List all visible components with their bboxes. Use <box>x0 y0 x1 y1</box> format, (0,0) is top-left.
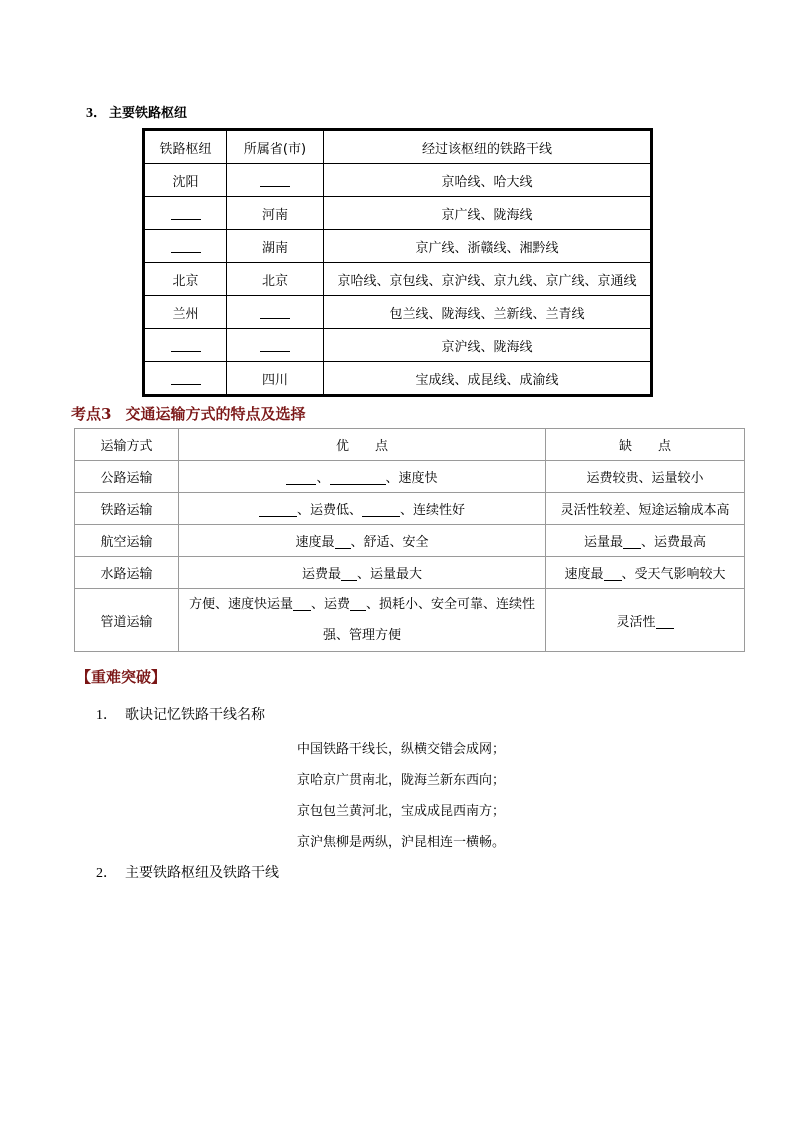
fill-blank <box>335 536 351 549</box>
fill-blank <box>260 174 290 187</box>
adv-text: 、损耗小、安全可靠、连续性强、管理方便 <box>322 597 536 643</box>
poem-line: 京包包兰黄河北，宝成成昆西南方； <box>297 804 506 819</box>
hub-cell: 兰州 <box>144 296 227 329</box>
header-advantages: 优 点 <box>179 429 546 461</box>
lines-cell: 京哈线、哈大线 <box>324 164 652 197</box>
province-cell: 四川 <box>227 362 324 396</box>
hub-cell: 北京 <box>144 263 227 296</box>
disadvantages-cell: 运费较贵、运量较小 <box>546 461 745 493</box>
table-row <box>75 493 745 525</box>
table-row <box>144 230 652 263</box>
province-cell <box>227 296 324 329</box>
fill-blank <box>656 616 674 629</box>
fill-blank <box>286 472 316 485</box>
point-2-heading <box>96 862 279 882</box>
table-row <box>144 296 652 329</box>
adv-text: 、速度快 <box>385 471 438 486</box>
dis-text: 灵活性 <box>616 614 656 630</box>
section-3-heading <box>86 102 187 122</box>
fill-blank <box>341 568 357 581</box>
fill-blank <box>260 339 290 352</box>
fill-blank <box>260 306 290 319</box>
province-cell: 北京 <box>227 263 324 296</box>
section-number: 3． <box>86 106 107 121</box>
section-title: 主要铁路枢纽 <box>109 106 188 121</box>
header-province: 所属省(市) <box>227 130 324 164</box>
advantages-cell <box>179 525 546 557</box>
point-number: 2． <box>96 866 117 881</box>
mode-cell: 管道运输 <box>75 589 179 652</box>
hub-cell <box>144 197 227 230</box>
mode-cell: 航空运输 <box>75 525 179 557</box>
transport-modes-table <box>74 428 745 652</box>
point-title: 主要铁路枢纽及铁路干线 <box>125 865 279 881</box>
advantages-cell <box>179 493 546 525</box>
adv-text: 、运量最大 <box>357 567 423 582</box>
table-row <box>144 329 652 362</box>
railway-hub-table <box>142 128 653 397</box>
hub-cell <box>144 230 227 263</box>
adv-text: 、舒适、安全 <box>350 535 429 550</box>
table-row <box>144 164 652 197</box>
province-cell: 湖南 <box>227 230 324 263</box>
fill-blank <box>350 598 366 611</box>
fill-blank <box>330 472 386 485</box>
lines-cell: 京沪线、陇海线 <box>324 329 652 362</box>
poem-line: 中国铁路干线长，纵横交错会成网； <box>297 742 506 757</box>
dis-text: 、受天气影响较大 <box>621 567 726 582</box>
table-header-row <box>144 130 652 164</box>
adv-text: 、 <box>316 471 330 486</box>
adv-text: 、运费低、 <box>296 503 362 518</box>
header-hub: 铁路枢纽 <box>144 130 227 164</box>
poem-line: 京沪焦柳是两纵，沪昆相连一横畅。 <box>297 835 506 850</box>
fill-blank <box>362 504 400 517</box>
poem-line: 京哈京广贯南北，陇海兰新东西向； <box>297 773 506 788</box>
table-row <box>144 263 652 296</box>
point-1-heading <box>96 704 265 724</box>
table-row <box>75 525 745 557</box>
dis-text: 、运费最高 <box>641 535 707 550</box>
lines-cell: 包兰线、陇海线、兰新线、兰青线 <box>324 296 652 329</box>
table-row <box>75 589 745 652</box>
advantages-cell <box>179 589 546 652</box>
table-row <box>144 197 652 230</box>
fill-blank <box>171 207 201 220</box>
adv-text: 运费最 <box>301 567 341 582</box>
advantages-cell <box>179 461 546 493</box>
adv-text: 方便、速度快运量 <box>188 597 293 612</box>
fill-blank <box>604 568 622 581</box>
fill-blank <box>293 598 311 611</box>
disadvantages-cell <box>546 525 745 557</box>
fill-blank <box>171 372 201 385</box>
hub-cell <box>144 362 227 396</box>
mode-cell: 水路运输 <box>75 557 179 589</box>
dis-text: 速度最 <box>564 567 604 582</box>
table-row <box>144 362 652 396</box>
fill-blank <box>171 339 201 352</box>
table-header-row <box>75 429 745 461</box>
kaodian-heading <box>71 403 305 424</box>
hub-cell: 沈阳 <box>144 164 227 197</box>
lines-cell: 京广线、陇海线 <box>324 197 652 230</box>
mode-cell: 铁路运输 <box>75 493 179 525</box>
province-cell <box>227 329 324 362</box>
header-mode: 运输方式 <box>75 429 179 461</box>
fill-blank <box>259 504 297 517</box>
header-disadvantages: 缺 点 <box>546 429 745 461</box>
disadvantages-cell: 灵活性较差、短途运输成本高 <box>546 493 745 525</box>
point-number: 1． <box>96 708 117 723</box>
table-row <box>75 557 745 589</box>
disadvantages-cell <box>546 589 745 652</box>
mode-cell: 公路运输 <box>75 461 179 493</box>
adv-text: 速度最 <box>295 535 335 550</box>
dis-text: 运量最 <box>583 535 623 550</box>
advantages-cell <box>179 557 546 589</box>
kaodian-title: 交通运输方式的特点及选择 <box>125 405 306 423</box>
lines-cell: 宝成线、成昆线、成渝线 <box>324 362 652 396</box>
adv-text: 、连续性好 <box>400 503 466 518</box>
fill-blank <box>171 240 201 253</box>
key-points-heading: 【重难突破】 <box>76 668 167 686</box>
province-cell: 河南 <box>227 197 324 230</box>
adv-text: 、运费 <box>310 597 350 612</box>
fill-blank <box>623 536 641 549</box>
header-lines: 经过该枢纽的铁路干线 <box>324 130 652 164</box>
table-row <box>75 461 745 493</box>
hub-cell <box>144 329 227 362</box>
province-cell <box>227 164 324 197</box>
kaodian-label: 考点3 <box>71 405 112 423</box>
lines-cell: 京广线、浙赣线、湘黔线 <box>324 230 652 263</box>
disadvantages-cell <box>546 557 745 589</box>
lines-cell: 京哈线、京包线、京沪线、京九线、京广线、京通线 <box>324 263 652 296</box>
point-title: 歌诀记忆铁路干线名称 <box>125 707 265 723</box>
